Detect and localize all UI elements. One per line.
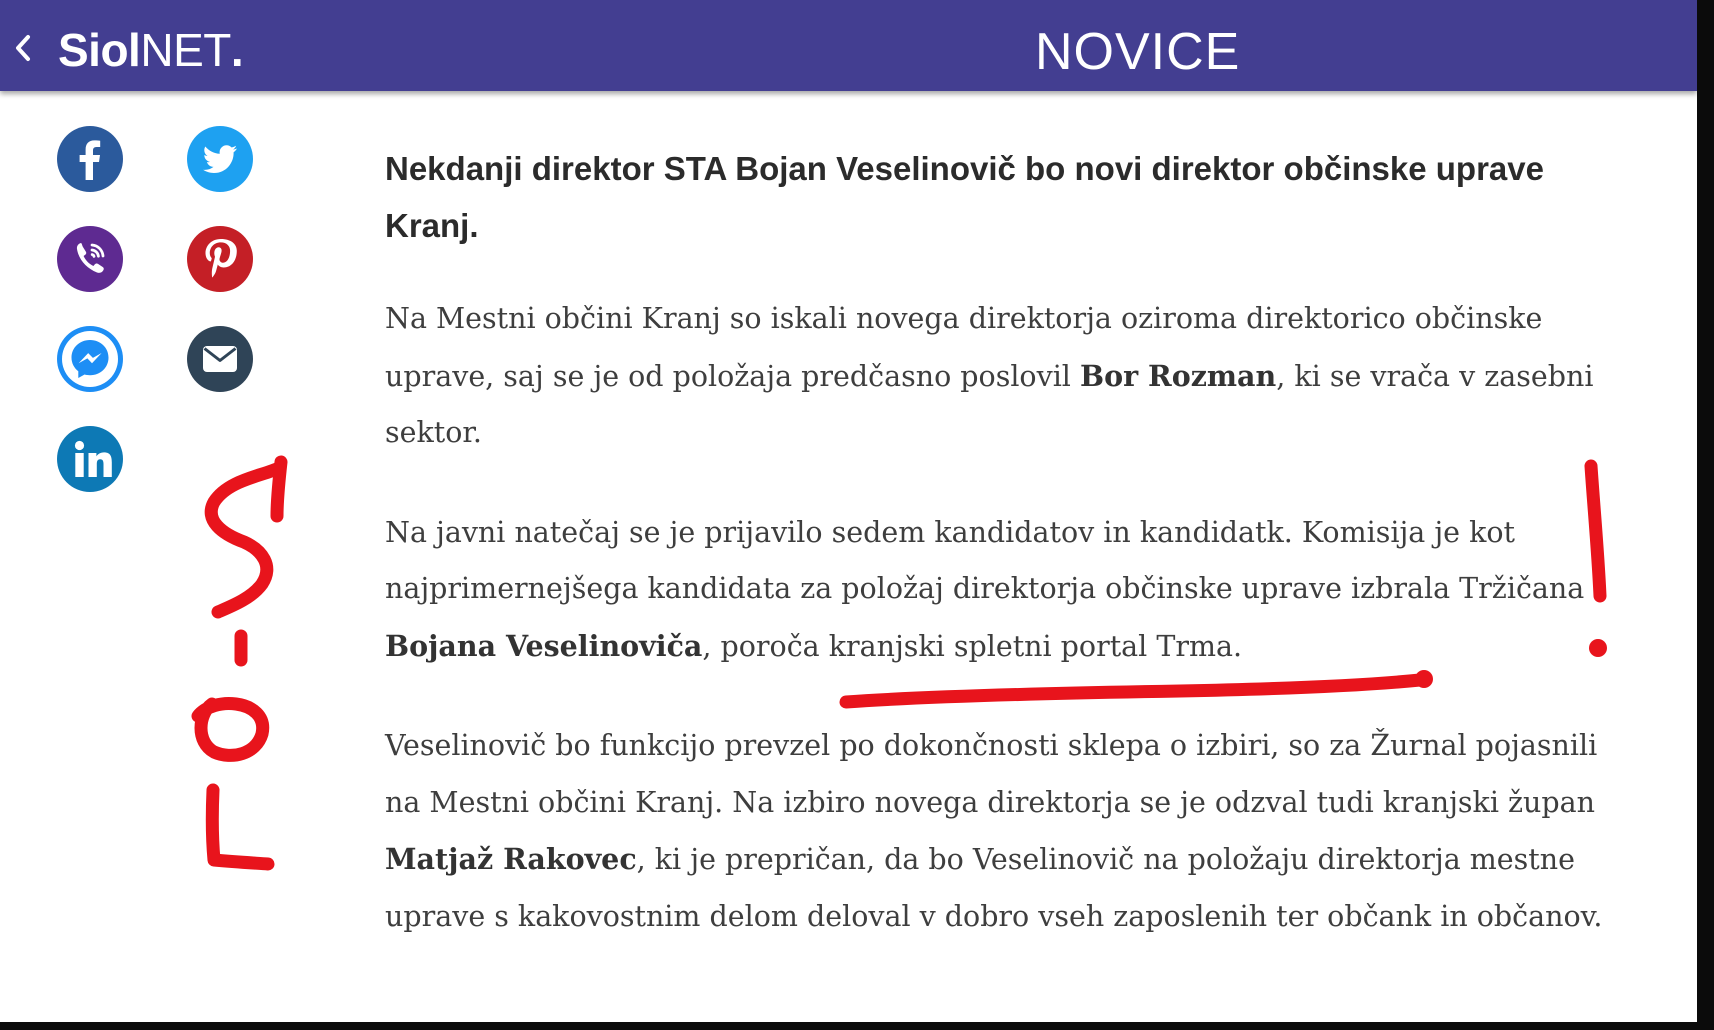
top-bar [0, 0, 1697, 91]
viber-share-button[interactable] [57, 226, 123, 292]
section-title: NOVICE [1035, 23, 1241, 81]
paragraph-text: Veselinovič bo funkcijo prevzel po dokončnosti sklepa o izbiri, so za Žurnal pojasnili na Mestni občini Kranj. Na izbiro novega direktorja se je odzval tudi kranjski župan [385, 729, 1598, 819]
paragraph-text: Na Mestni občini Kranj so iskali novega direktorja oziroma direktorico občinske uprave, saj se je od položaja predčasno poslovil [385, 302, 1543, 393]
back-button[interactable] [6, 30, 42, 66]
logo-light: NET [140, 24, 231, 76]
person-name: Bor Rozman [1079, 358, 1277, 393]
logo-dot: . [230, 24, 244, 76]
article-body [385, 140, 1625, 945]
paragraph-text: , ki je prepričan, da bo Veselinovič na položaju direktorja mestne uprave s kakovostnim delom deloval v dobro vseh zaposlenih ter občank in občanov. [385, 843, 1603, 933]
facebook-icon [57, 126, 123, 192]
messenger-share-button[interactable] [57, 326, 123, 392]
article-paragraph-3 [385, 718, 1625, 945]
article-paragraph-2 [385, 505, 1625, 676]
logo-bold: Siol [58, 24, 141, 76]
paragraph-text: Na javni natečaj se je prijavilo sedem kandidatov in kandidatk. Komisija je kot najprimernejšega kandidata za položaj direktorja občinske uprave izbrala Tržičana [385, 515, 1585, 605]
linkedin-icon [57, 426, 123, 492]
article-paragraph-1 [385, 291, 1625, 462]
article-lead: Nekdanji direktor STA Bojan Veselinovič bo novi direktor občinske uprave Kranj. [385, 150, 1544, 244]
siolnet-logo[interactable] [58, 22, 243, 78]
person-name: Matjaž Rakovec [385, 842, 637, 876]
chevron-left-icon [13, 34, 35, 62]
twitter-icon [187, 126, 253, 192]
email-share-button[interactable] [187, 326, 253, 392]
pinterest-share-button[interactable] [187, 226, 253, 292]
person-name: Bojana Veselinoviča [385, 628, 703, 663]
pinterest-icon [187, 226, 253, 292]
paragraph-text: , poroča kranjski spletni portal Trma. [702, 629, 1243, 663]
paragraph-text: , ki se vrača v zasebni sektor. [385, 359, 1594, 449]
viber-icon [57, 226, 123, 292]
twitter-share-button[interactable] [187, 126, 253, 192]
email-icon [187, 326, 253, 392]
linkedin-share-button[interactable] [57, 426, 123, 492]
facebook-share-button[interactable] [57, 126, 123, 192]
messenger-icon [57, 326, 123, 392]
